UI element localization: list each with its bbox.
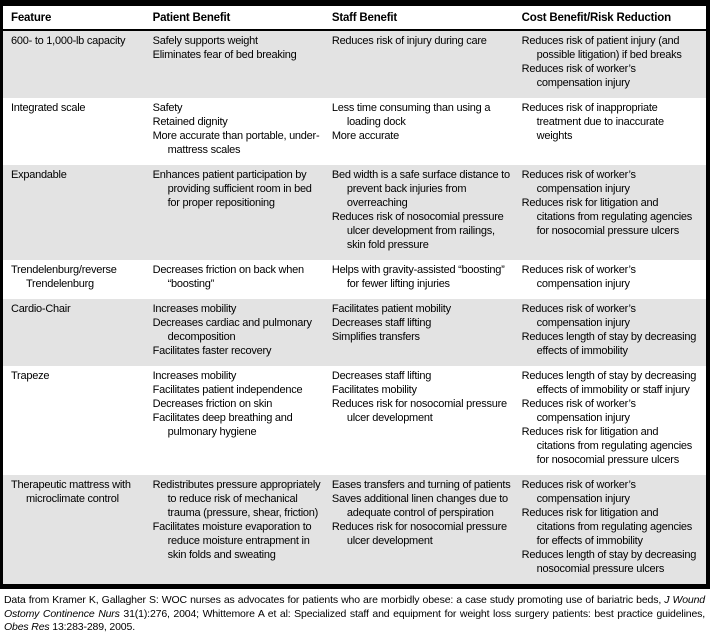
benefit-item: Reduces risk of patient injury (and possible litigation) if bed breaks bbox=[521, 35, 682, 61]
benefit-item: Reduces risk for litigation and citations from regulating agencies for nosocomial pressure ulcers bbox=[521, 197, 693, 237]
patient-cell bbox=[151, 98, 330, 165]
column-header-feature: Feature bbox=[3, 6, 151, 30]
table-row bbox=[3, 366, 706, 475]
benefit-item: Eliminates fear of bed breaking bbox=[152, 49, 297, 61]
feature-cell bbox=[3, 165, 151, 260]
benefit-item: Decreases friction on back when “boosting” bbox=[152, 264, 304, 290]
feature-label: 600- to 1,000-lb capacity bbox=[11, 35, 126, 47]
column-header-patient: Patient Benefit bbox=[151, 6, 330, 30]
column-header-staff: Staff Benefit bbox=[330, 6, 520, 30]
feature-cell bbox=[3, 475, 151, 584]
benefit-item: Helps with gravity-assisted “boosting” for fewer lifting injuries bbox=[331, 264, 505, 290]
feature-label: Therapeutic mattress with microclimate control bbox=[11, 479, 131, 505]
cost-cell bbox=[520, 475, 706, 584]
benefit-item: Reduces risk of worker’s compensation injury bbox=[521, 264, 636, 290]
benefit-item: Saves additional linen changes due to adequate control of perspiration bbox=[331, 493, 508, 519]
table-row bbox=[3, 30, 706, 98]
patient-cell bbox=[151, 299, 330, 366]
benefit-item: Reduces risk for nosocomial pressure ulcer development bbox=[331, 521, 507, 547]
cost-cell bbox=[520, 98, 706, 165]
staff-cell bbox=[330, 98, 520, 165]
benefit-item: Decreases staff lifting bbox=[331, 370, 432, 382]
staff-cell bbox=[330, 366, 520, 475]
benefit-item: Redistributes pressure appropriately to reduce risk of mechanical trauma (pressure, shear, friction) bbox=[152, 479, 321, 519]
feature-cell bbox=[3, 30, 151, 98]
benefit-item: Reduces risk for litigation and citations from regulating agencies for nosocomial pressure ulcers bbox=[521, 426, 693, 466]
benefit-item: Safety bbox=[152, 102, 183, 114]
cost-cell bbox=[520, 30, 706, 98]
benefit-item: Decreases friction on skin bbox=[152, 398, 273, 410]
benefit-item: Facilitates patient mobility bbox=[331, 303, 451, 315]
patient-cell bbox=[151, 165, 330, 260]
benefit-item: Facilitates faster recovery bbox=[152, 345, 272, 357]
table-row bbox=[3, 260, 706, 299]
benefit-item: Facilitates patient independence bbox=[152, 384, 303, 396]
feature-label: Expandable bbox=[11, 169, 67, 181]
benefit-item: Reduces risk of worker’s compensation injury bbox=[521, 398, 636, 424]
patient-cell bbox=[151, 366, 330, 475]
benefit-item: Bed width is a safe surface distance to prevent back injuries from overreaching bbox=[331, 169, 510, 209]
feature-cell bbox=[3, 98, 151, 165]
benefit-item: Less time consuming than using a loading dock bbox=[331, 102, 491, 128]
benefit-item: Reduces length of stay by decreasing effects of immobility or staff injury bbox=[521, 370, 697, 396]
feature-cell bbox=[3, 299, 151, 366]
staff-cell bbox=[330, 299, 520, 366]
benefit-item: Safely supports weight bbox=[152, 35, 258, 47]
table-row bbox=[3, 98, 706, 165]
benefit-item: Decreases cardiac and pulmonary decomposition bbox=[152, 317, 312, 343]
cost-cell bbox=[520, 260, 706, 299]
benefit-item: More accurate than portable, under-mattress scales bbox=[152, 130, 320, 156]
benefit-item: Increases mobility bbox=[152, 370, 237, 382]
benefit-item: Reduces risk of worker’s compensation injury bbox=[521, 479, 636, 505]
staff-cell bbox=[330, 260, 520, 299]
patient-cell bbox=[151, 30, 330, 98]
benefit-item: Eases transfers and turning of patients bbox=[331, 479, 511, 491]
feature-cell bbox=[3, 260, 151, 299]
benefit-item: Reduces risk of worker’s compensation injury bbox=[521, 63, 636, 89]
staff-cell bbox=[330, 475, 520, 584]
citation-journal-title: J Wound Ostomy Continence Nurs bbox=[4, 594, 705, 620]
benefit-item: Facilitates mobility bbox=[331, 384, 417, 396]
staff-cell bbox=[330, 30, 520, 98]
cost-cell bbox=[520, 165, 706, 260]
column-header-cost: Cost Benefit/Risk Reduction bbox=[520, 6, 706, 30]
benefit-item: Retained dignity bbox=[152, 116, 228, 128]
table-row bbox=[3, 475, 706, 584]
benefit-item: Reduces risk of worker’s compensation injury bbox=[521, 303, 636, 329]
patient-cell bbox=[151, 260, 330, 299]
source-footnote bbox=[4, 594, 705, 634]
benefit-item: Reduces length of stay by decreasing nosocomial pressure ulcers bbox=[521, 549, 697, 575]
benefit-item: Reduces risk for litigation and citations from regulating agencies for effects of immobility bbox=[521, 507, 693, 547]
feature-label: Cardio-Chair bbox=[11, 303, 71, 315]
table-header-row bbox=[3, 6, 706, 30]
benefit-item: Simplifies transfers bbox=[331, 331, 420, 343]
feature-cell bbox=[3, 366, 151, 475]
footnote-text: 31(1):276, 2004; Whittemore A et al: Specialized staff and equipment for weight loss surgery patients: best practice guidelines, bbox=[119, 607, 706, 620]
benefit-item: Facilitates deep breathing and pulmonary hygiene bbox=[152, 412, 293, 438]
feature-label: Integrated scale bbox=[11, 102, 86, 114]
benefit-item: Enhances patient participation by providing sufficient room in bed for proper repositioning bbox=[152, 169, 312, 209]
benefit-item: Reduces risk of inappropriate treatment due to inaccurate weights bbox=[521, 102, 664, 142]
benefit-item: Reduces risk of nosocomial pressure ulcer development from railings, skin fold pressure bbox=[331, 211, 504, 251]
benefit-item: Reduces risk of injury during care bbox=[331, 35, 487, 47]
benefit-item: Reduces risk for nosocomial pressure ulcer development bbox=[331, 398, 507, 424]
benefit-item: Reduces length of stay by decreasing effects of immobility bbox=[521, 331, 697, 357]
table-row bbox=[3, 165, 706, 260]
benefit-item: Facilitates moisture evaporation to reduce moisture entrapment in skin folds and sweating bbox=[152, 521, 312, 561]
feature-label: Trendelenburg/reverse Trendelenburg bbox=[11, 264, 117, 290]
citation-journal-title: Obes Res bbox=[4, 621, 50, 633]
benefits-table bbox=[3, 6, 706, 584]
feature-label: Trapeze bbox=[11, 370, 50, 382]
staff-cell bbox=[330, 165, 520, 260]
footnote-text: Data from Kramer K, Gallagher S: WOC nurses as advocates for patients who are morbidly obese: a case study promoting use of bariatric beds, bbox=[4, 594, 665, 606]
patient-cell bbox=[151, 475, 330, 584]
benefit-item: Reduces risk of worker’s compensation injury bbox=[521, 169, 636, 195]
table-row bbox=[3, 299, 706, 366]
footnote-text: 13:283-289, 2005. bbox=[49, 621, 135, 633]
cost-cell bbox=[520, 299, 706, 366]
benefit-item: Decreases staff lifting bbox=[331, 317, 432, 329]
benefit-item: More accurate bbox=[331, 130, 399, 142]
benefit-item: Increases mobility bbox=[152, 303, 237, 315]
cost-cell bbox=[520, 366, 706, 475]
